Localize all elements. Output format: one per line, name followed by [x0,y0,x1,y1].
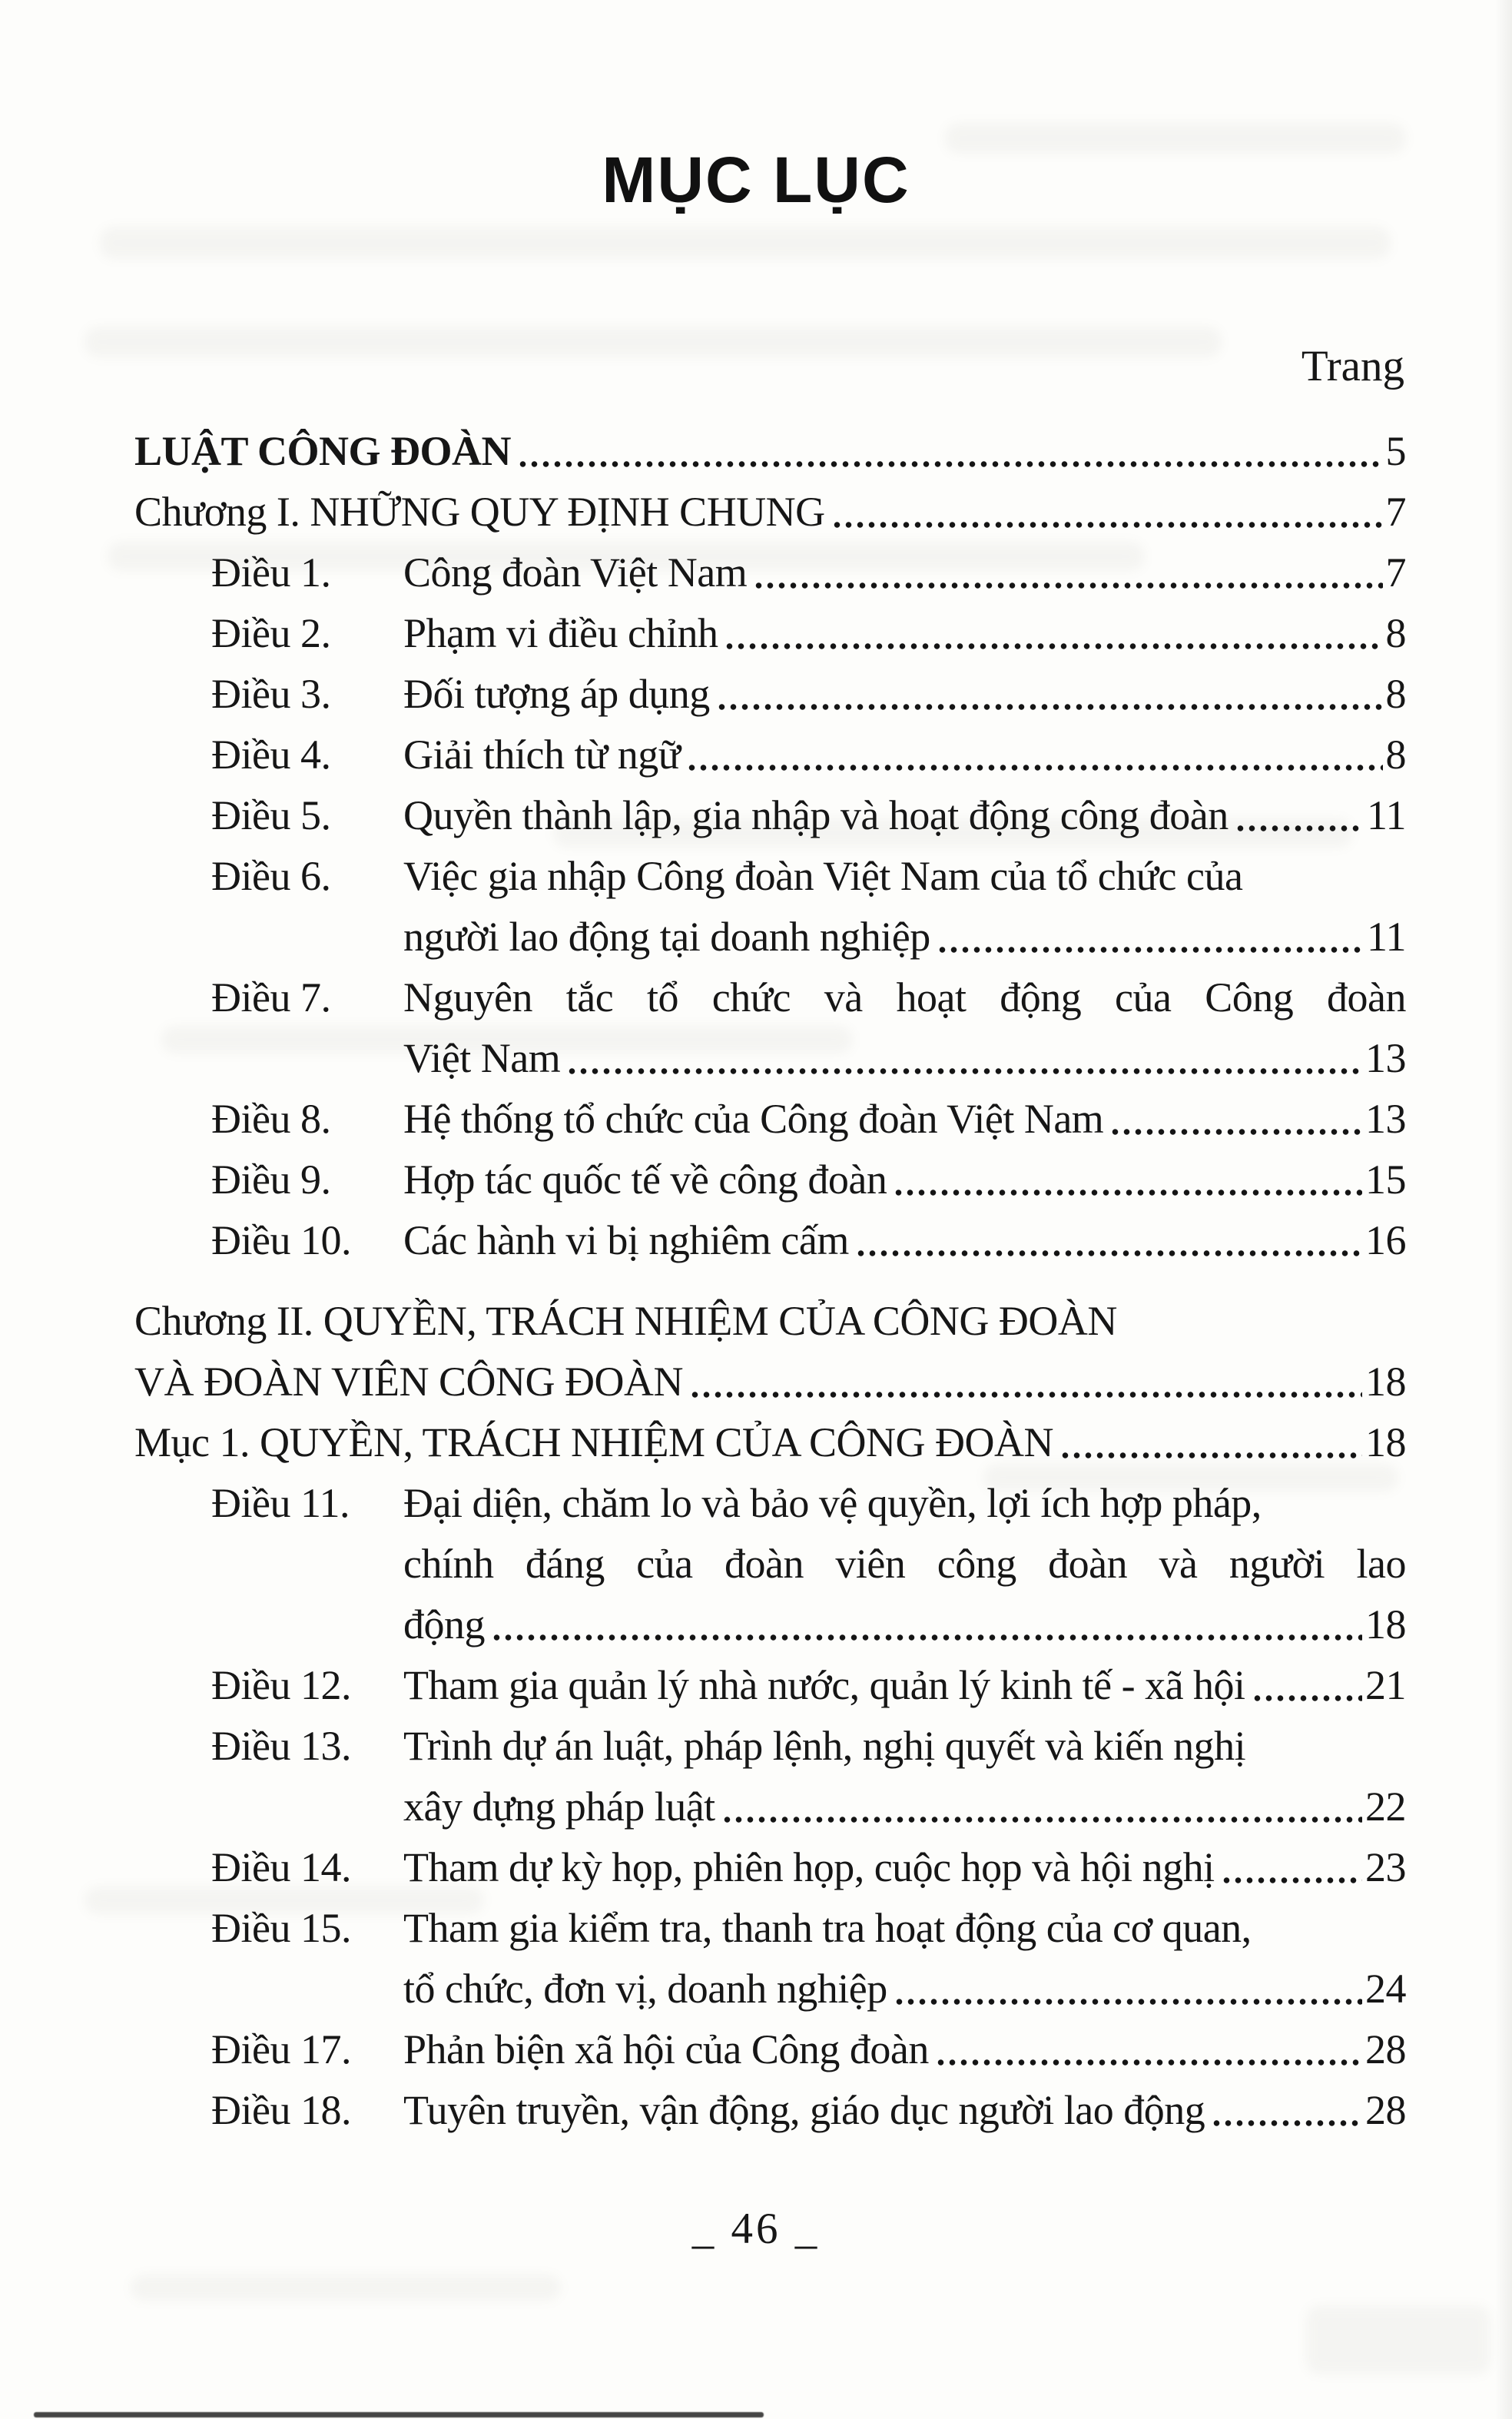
toc-entry-text: Chương II. QUYỀN, TRÁCH NHIỆM CỦA CÔNG ĐOÀN [134,1298,1117,1344]
toc-entry-text: người lao động tại doanh nghiệp [403,914,930,960]
toc-entry-page-number: 11 [1367,792,1406,838]
toc-entry-line [403,785,1406,846]
toc-entry-text: Chương I. NHỮNG QUY ĐỊNH CHUNG [134,489,825,535]
toc-entry-label: Điều 11. [211,1480,350,1526]
dot-leader [724,641,1382,652]
toc-entry-label: Điều 8. [211,1096,331,1142]
scan-edge-artifact [34,2412,764,2417]
toc-entry-text: Hợp tác quốc tế về công đoàn [403,1156,887,1203]
dot-leader [716,702,1383,712]
bleed-through-artifact [100,227,1391,259]
toc-entry-label: Điều 12. [211,1662,351,1708]
toc-entry-text: Việc gia nhập Công đoàn Việt Nam của tổ chức của [403,853,1243,899]
toc-entry-page-number: 8 [1385,671,1406,717]
toc-entry-label: Điều 10. [211,1217,351,1263]
dot-leader [517,459,1382,470]
toc-entry-label: Điều 17. [211,2026,351,2072]
toc-entry-label: Điều 3. [211,671,331,717]
dot-leader [935,2057,1362,2068]
dot-leader [831,519,1383,530]
dot-leader [686,762,1382,773]
toc-entry-page-number: 8 [1385,610,1406,656]
toc-entry-line [134,421,1406,482]
toc-entry-line [403,1655,1406,1716]
toc-entry-line [403,1028,1406,1089]
dot-leader [491,1632,1362,1643]
toc-entry [134,785,1406,846]
toc-entry-page-number: 7 [1385,489,1406,535]
toc-entry-line [403,1898,1406,1959]
toc-entry-text: Các hành vi bị nghiêm cấm [403,1217,849,1263]
toc-entry-label: Điều 5. [211,792,331,838]
toc-entry-line [134,1352,1406,1412]
toc-entry [134,2080,1406,2141]
toc-entry [134,603,1406,664]
toc-entry-line [403,725,1406,785]
toc-entry-page-number: 24 [1365,1966,1406,2012]
dot-leader [893,1187,1362,1198]
toc-entry-line [403,1716,1406,1777]
toc-entry-text: Tuyên truyền, vận động, giáo dục người lao động [403,2087,1205,2133]
toc-entry-line [403,1473,1406,1534]
toc-entry-text: động [403,1601,485,1648]
dot-leader [753,580,1382,591]
toc-entry-line [403,1150,1406,1210]
dot-leader [894,1996,1362,2007]
toc-entry-line [403,967,1406,1028]
toc-entry-page-number: 15 [1365,1156,1406,1203]
dot-leader [1221,1875,1362,1886]
toc-entry-page-number: 11 [1367,914,1406,960]
toc-entry [134,1473,1406,1655]
toc-entry [134,1150,1406,1210]
bleed-through-artifact [1306,2305,1490,2374]
toc-entry-text: Phạm vi điều chỉnh [403,610,718,656]
toc-entry-line [403,603,1406,664]
toc-entry-text: xây dựng pháp luật [403,1784,715,1830]
toc-entry-line [403,1210,1406,1271]
toc-entry-text: chính đáng của đoàn viên công đoàn và người lao [403,1541,1406,1587]
toc-entry-label: Điều 18. [211,2087,351,2133]
toc-entry-text: Tham dự kỳ họp, phiên họp, cuộc họp và hội nghị [403,1844,1215,1890]
toc-entry-text: Mục 1. QUYỀN, TRÁCH NHIỆM CỦA CÔNG ĐOÀN [134,1419,1054,1465]
toc-entry-line [403,2019,1406,2080]
page-title: MỤC LỤC [602,144,910,216]
toc-entry-text: LUẬT CÔNG ĐOÀN [134,428,512,474]
toc-entry-text: Đối tượng áp dụng [403,671,710,717]
toc-entry-label: Điều 4. [211,732,331,778]
toc-entry-label: Điều 14. [211,1844,351,1890]
toc-entry-text: tổ chức, đơn vị, doanh nghiệp [403,1966,887,2012]
dot-leader [1235,823,1364,834]
dot-leader [689,1389,1362,1400]
toc-entry [134,1837,1406,1898]
dot-leader [1211,2118,1362,2129]
toc-entry-page-number: 28 [1365,2087,1406,2133]
toc-entry-label: Điều 15. [211,1905,351,1951]
toc-entry-line [403,543,1406,603]
toc-entry [134,1089,1406,1150]
toc-entry-text: Trình dự án luật, pháp lệnh, nghị quyết và kiến nghị [403,1723,1246,1769]
toc-entry-text: Tham gia kiểm tra, thanh tra hoạt động của cơ quan, [403,1905,1252,1951]
bleed-through-artifact [85,327,1222,357]
toc-entry [134,1655,1406,1716]
toc-entry-line [403,1777,1406,1837]
toc-entry-line [403,2080,1406,2141]
toc-entry-label: Điều 1. [211,549,331,596]
toc-entry-page-number: 5 [1385,428,1406,474]
toc-entry-line [134,1291,1406,1352]
toc-entry-text: Quyền thành lập, gia nhập và hoạt động công đoàn [403,792,1228,838]
toc-entry-line [403,907,1406,967]
toc-entry [134,967,1406,1089]
toc-entry [134,543,1406,603]
toc-entry-label: Điều 2. [211,610,331,656]
toc-entry-page-number: 13 [1365,1096,1406,1142]
toc-entry-line [403,846,1406,907]
toc-entry-page-number: 18 [1365,1419,1406,1465]
toc-entry [134,482,1406,543]
toc-entry-text: Đại diện, chăm lo và bảo vệ quyền, lợi ích hợp pháp, [403,1480,1262,1526]
dot-leader [855,1248,1362,1259]
toc-entry [134,1291,1406,1412]
toc-entry-page-number: 22 [1365,1784,1406,1830]
toc-entry-page-number: 16 [1365,1217,1406,1263]
dot-leader [566,1066,1362,1077]
toc-entry-label: Điều 9. [211,1156,331,1203]
page-column-header: Trang [1301,342,1404,390]
toc-entry [134,1412,1406,1473]
toc-entry [134,1716,1406,1837]
toc-entry [134,1898,1406,2019]
toc-entry-label: Điều 6. [211,853,331,899]
toc-entry-page-number: 18 [1365,1359,1406,1405]
dot-leader [1059,1450,1362,1461]
scan-edge-shading [1495,0,1512,2419]
toc-entry-page-number: 7 [1385,549,1406,596]
toc-entry [134,2019,1406,2080]
toc-entry-line [403,1594,1406,1655]
toc-entry-page-number: 8 [1385,732,1406,778]
toc-entry-page-number: 18 [1365,1601,1406,1648]
toc-entry-text: VÀ ĐOÀN VIÊN CÔNG ĐOÀN [134,1359,683,1405]
toc-entry-page-number: 28 [1365,2026,1406,2072]
toc-entry-text: Phản biện xã hội của Công đoàn [403,2026,929,2072]
toc-entry-line [134,1412,1406,1473]
dot-leader [721,1814,1362,1825]
toc-entry-line [403,1837,1406,1898]
toc-entry-label: Điều 7. [211,974,331,1020]
toc-entry-text: Công đoàn Việt Nam [403,549,748,596]
toc-entry-text: Tham gia quản lý nhà nước, quản lý kinh tế - xã hội [403,1662,1245,1708]
toc-entry [134,1210,1406,1271]
toc-entry-line [403,1534,1406,1594]
toc-entry [134,725,1406,785]
toc-entry-page-number: 23 [1365,1844,1406,1890]
bleed-through-artifact [131,2275,561,2301]
toc-list [134,421,1406,2141]
dot-leader [937,944,1364,955]
toc-entry-text: Nguyên tắc tổ chức và hoạt động của Công đoàn [403,974,1406,1020]
toc-entry-page-number: 21 [1365,1662,1406,1708]
toc-entry [134,421,1406,482]
dot-leader [1252,1693,1362,1704]
toc-entry-text: Việt Nam [403,1035,561,1081]
dot-leader [1109,1127,1362,1137]
toc-entry-text: Giải thích từ ngữ [403,732,681,778]
toc-entry-label: Điều 13. [211,1723,351,1769]
toc-entry [134,846,1406,967]
toc-entry-line [134,482,1406,543]
toc-entry-text: Hệ thống tổ chức của Công đoàn Việt Nam [403,1096,1104,1142]
toc-entry [134,664,1406,725]
toc-entry-line [403,1089,1406,1150]
footer-page-number: _ 46 _ [691,2205,821,2253]
toc-entry-page-number: 13 [1365,1035,1406,1081]
toc-entry-line [403,664,1406,725]
toc-entry-line [403,1959,1406,2019]
